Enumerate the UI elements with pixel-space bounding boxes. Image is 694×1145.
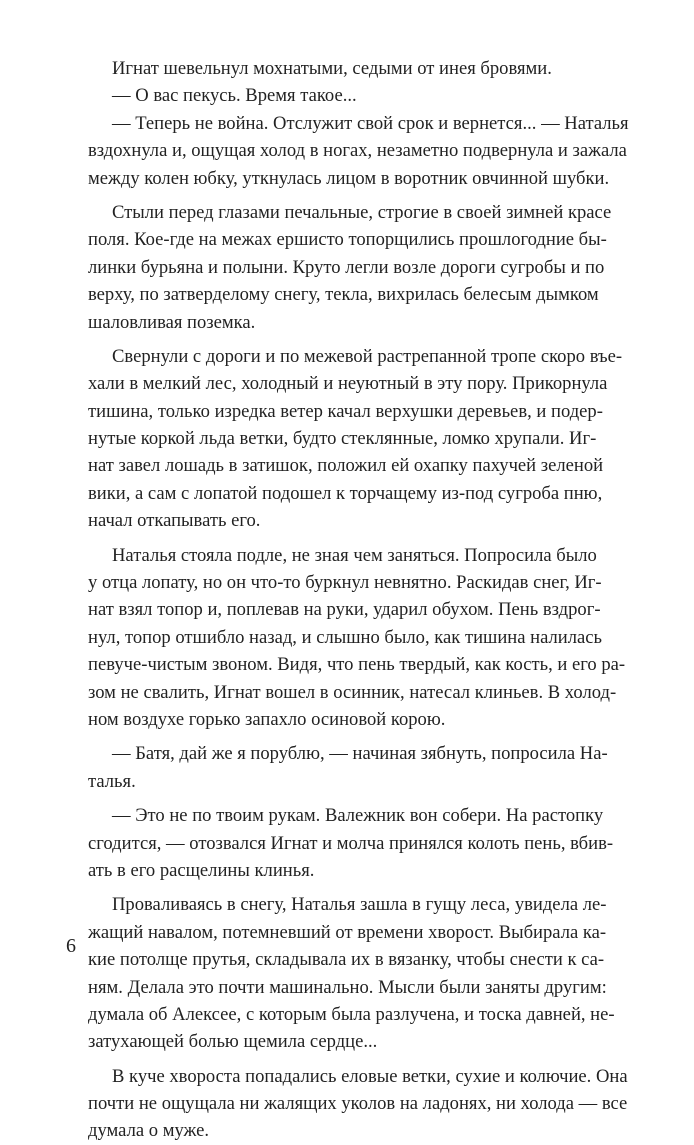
paragraph-gap: [88, 336, 594, 343]
text-line: линки бурьяна и полыни. Круто легли возле дороги сугробы и по: [88, 256, 605, 278]
text-line: тишина, только изредка ветер качал верхушки деревьев, и подер-: [88, 400, 603, 422]
text-line: ням. Делала это почти машинально. Мысли были заняты другим:: [88, 976, 607, 998]
paragraph: [88, 740, 608, 795]
paragraph: [88, 802, 614, 884]
text-line: ать в его расщелины клинья.: [88, 859, 315, 881]
text-line: ном воздухе горько запахло осиновой корою.: [88, 708, 446, 730]
text-line: — Батя, дай же я порублю, — начиная зябнуть, попросила На-: [112, 743, 608, 765]
text-line: думала о муже.: [88, 1120, 210, 1142]
paragraph: [88, 542, 626, 734]
text-line: начал откапывать его.: [88, 510, 261, 532]
text-line: вики, а сам с лопатой подошел к торчащему из-под сугроба пню,: [88, 482, 603, 504]
body-text: [88, 55, 629, 1145]
paragraph: [88, 55, 594, 82]
paragraph: [88, 343, 623, 535]
text-line: нат взял топор и, поплевав на руки, ударил обухом. Пень вздрог-: [88, 599, 601, 621]
text-line: Стыли перед глазами печальные, строгие в своей зимней красе: [112, 201, 612, 223]
text-line: — Это не по твоим рукам. Валежник вон собери. На растопку: [112, 805, 604, 827]
paragraph: [88, 1063, 628, 1145]
paragraph: [88, 82, 594, 109]
text-line: поля. Кое-где на межах ершисто топорщились прошлогодние бы-: [88, 229, 607, 251]
text-line: — О вас пекусь. Время такое...: [112, 85, 357, 107]
paragraph: [88, 891, 615, 1055]
text-line: В куче хвороста попадались еловые ветки, сухие и колючие. Она: [112, 1065, 628, 1087]
text-line: кие потолще прутья, складывала их в вязанку, чтобы снести к са-: [88, 949, 605, 971]
paragraph-gap: [88, 884, 594, 891]
text-line: нутые коркой льда ветки, будто стеклянные, ломко хрупали. Иг-: [88, 428, 597, 450]
paragraph-gap: [88, 795, 594, 802]
paragraph: [88, 199, 612, 336]
text-line: верху, по затверделому снегу, текла, вихрилась белесым дымком: [88, 284, 599, 306]
text-line: — Теперь не война. Отслужит свой срок и вернется... — Наталья: [112, 112, 629, 134]
text-line: Наталья стояла подле, не зная чем заняться. Попросила было: [112, 544, 597, 566]
text-line: Проваливаясь в снегу, Наталья зашла в гущу леса, увидела ле-: [112, 894, 607, 916]
text-line: шаловливая поземка.: [88, 311, 256, 333]
text-line: затухающей болью щемила сердце...: [88, 1031, 378, 1053]
text-line: у отца лопату, но он что-то буркнул невнятно. Раскидав снег, Иг-: [88, 572, 602, 594]
text-line: вздохнула и, ощущая холод в ногах, незаметно подвернула и зажала: [88, 140, 627, 162]
text-line: думала об Алексее, с которым была разлучена, и тоска давней, не-: [88, 1003, 615, 1025]
paragraph-gap: [88, 535, 594, 542]
text-line: жащий навалом, потемневший от времени хворост. Выбирала ка-: [88, 921, 607, 943]
text-line: почти не ощущала ни жалящих уколов на ладонях, ни холода — все: [88, 1093, 628, 1115]
text-line: зом не свалить, Игнат вошел в осинник, натесал клиньев. В холод-: [88, 681, 617, 703]
paragraph-gap: [88, 1056, 594, 1063]
page-number: 6: [66, 935, 76, 957]
paragraph-gap: [88, 733, 594, 740]
text-line: Свернули с дороги и по межевой растрепанной тропе скоро въе-: [112, 345, 623, 367]
text-line: между колен юбку, уткнулась лицом в воротник овчинной шубки.: [88, 167, 610, 189]
text-line: хали в мелкий лес, холодный и неуютный в эту пору. Прикорнула: [88, 373, 608, 395]
paragraph: [88, 110, 629, 192]
text-line: нат завел лошадь в затишок, положил ей охапку пахучей зеленой: [88, 455, 604, 477]
text-line: певуче-чистым звоном. Видя, что пень твердый, как кость, и его ра-: [88, 654, 626, 676]
text-line: Игнат шевельнул мохнатыми, седыми от инея бровями.: [112, 58, 552, 79]
text-line: нул, топор отшибло назад, и слышно было, как тишина налилась: [88, 626, 603, 648]
paragraph-gap: [88, 192, 594, 199]
text-line: сгодится, — отозвался Игнат и молча принялся колоть пень, вбив-: [88, 832, 614, 854]
text-line: талья.: [88, 770, 136, 792]
